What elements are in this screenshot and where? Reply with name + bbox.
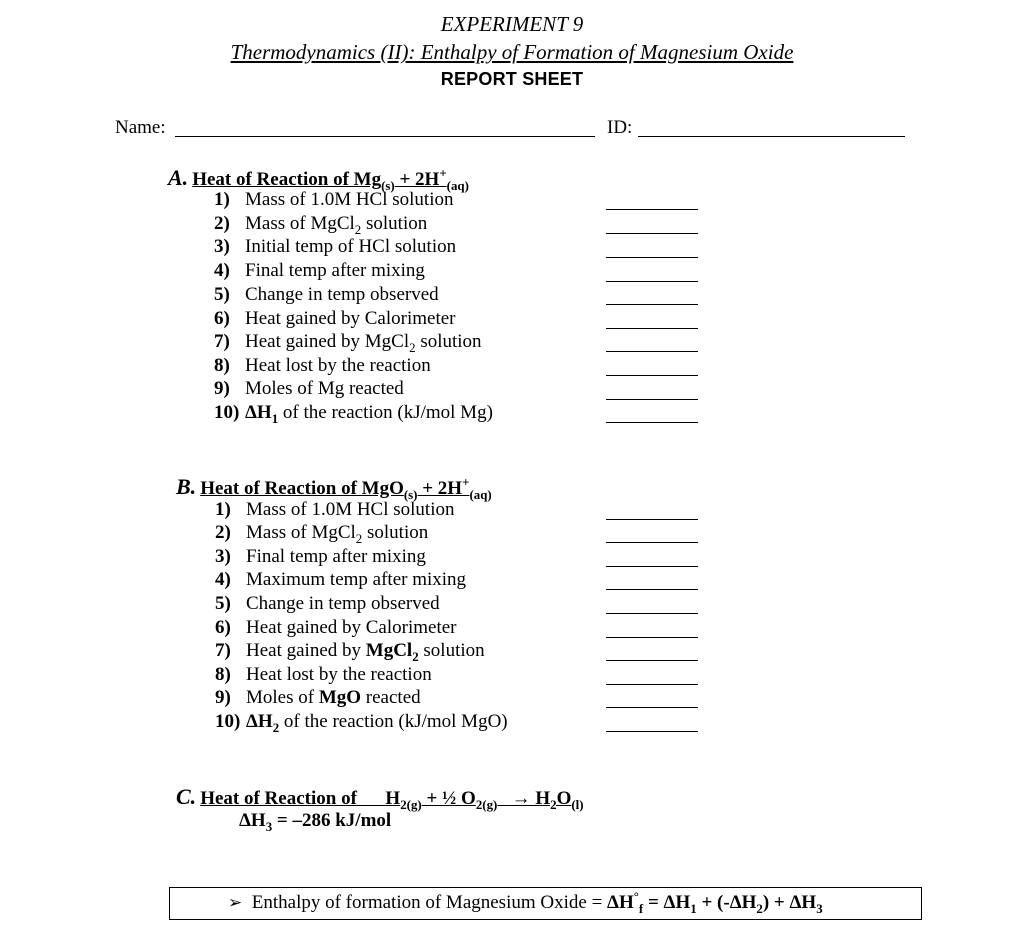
section-b-heading	[176, 474, 492, 500]
section-a-letter: A.	[168, 165, 189, 190]
section-b-item: 2) Mass of MgCl$_2$ solution	[215, 522, 429, 546]
section-c-letter: C.	[176, 784, 197, 809]
section-b-item: 1) Mass of 1.0M HCl solution	[215, 499, 455, 520]
answer-blank[interactable]	[606, 660, 698, 661]
answer-blank[interactable]	[606, 399, 698, 400]
answer-blank[interactable]	[606, 589, 698, 590]
answer-blank[interactable]	[606, 351, 698, 352]
section-a-item: 5) Change in temp observed	[214, 284, 439, 305]
arrow-bullet-icon: ➢	[228, 893, 243, 913]
section-c-heading	[176, 784, 584, 810]
delta-h3-value: $\Delta H_3 = -286$ kJ/mol	[239, 810, 392, 834]
section-b-item: 5) Change in temp observed	[215, 593, 440, 614]
section-b-item: 6) Heat gained by Calorimeter	[215, 617, 457, 638]
section-b-item: 8) Heat lost by the reaction	[215, 664, 432, 685]
answer-blank[interactable]	[606, 637, 698, 638]
answer-blank[interactable]	[606, 613, 698, 614]
section-b-item: 4) Maximum temp after mixing	[215, 569, 467, 590]
answer-blank[interactable]	[606, 542, 698, 543]
answer-blank[interactable]	[606, 707, 698, 708]
section-a-heading	[168, 165, 469, 191]
answer-blank[interactable]	[606, 281, 698, 282]
answer-blank[interactable]	[606, 233, 698, 234]
section-a-item: 6) Heat gained by Calorimeter	[214, 308, 456, 329]
section-b-item: 7) Heat gained by MgCl$_2$ solution	[215, 640, 485, 664]
answer-blank[interactable]	[606, 566, 698, 567]
name-label: Name:	[115, 117, 166, 138]
answer-blank[interactable]	[606, 304, 698, 305]
answer-blank[interactable]	[606, 422, 698, 423]
experiment-subtitle: Thermodynamics (II): Enthalpy of Formation of Magnesium Oxide	[230, 40, 794, 64]
section-b-item: 10) $\Delta H_2$ of the reaction (kJ/mol MgO)	[215, 711, 508, 735]
section-a-item: 10) $\Delta H_1$ of the reaction (kJ/mol Mg)	[214, 402, 493, 426]
report-sheet-heading: REPORT SHEET	[440, 69, 584, 89]
id-field[interactable]	[638, 136, 905, 137]
answer-blank[interactable]	[606, 257, 698, 258]
section-a-item: 3) Initial temp of HCl solution	[214, 236, 457, 257]
section-b-item: 3) Final temp after mixing	[215, 546, 426, 567]
answer-blank[interactable]	[606, 328, 698, 329]
section-a-title: Heat of Reaction of $Mg_{(s)} + 2H^+_{(aq)}$	[192, 165, 469, 193]
section-a-item: 1) Mass of 1.0M HCl solution	[214, 189, 454, 210]
section-b-letter: B.	[176, 474, 197, 499]
summary-formula: ➢ Enthalpy of formation of Magnesium Oxide = $\Delta H^\circ_f = \Delta H_1 + (-\Delta H_2) + \Delta H_3$	[228, 888, 823, 916]
id-label: ID:	[607, 117, 633, 138]
section-b-item: 9) Moles of MgO reacted	[215, 687, 421, 708]
experiment-title: EXPERIMENT 9	[440, 12, 584, 36]
answer-blank[interactable]	[606, 375, 698, 376]
section-a-item: 4) Final temp after mixing	[214, 260, 425, 281]
section-b-title: Heat of Reaction of $MgO_{(s)} + 2H^+_{(aq)}$	[200, 474, 492, 502]
section-c-title: Heat of Reaction of $H_{2(g)}$ + ½ $O_{2(g)} \to H_2O_{(l)}$	[200, 788, 584, 812]
answer-blank[interactable]	[606, 209, 698, 210]
name-field[interactable]	[175, 136, 595, 137]
section-a-item: 7) Heat gained by MgCl$_2$ solution	[214, 331, 482, 355]
answer-blank[interactable]	[606, 519, 698, 520]
section-a-item: 8) Heat lost by the reaction	[214, 355, 431, 376]
answer-blank[interactable]	[606, 684, 698, 685]
answer-blank[interactable]	[606, 731, 698, 732]
section-a-item: 2) Mass of MgCl$_2$ solution	[214, 213, 428, 237]
section-a-item: 9) Moles of Mg reacted	[214, 378, 404, 399]
